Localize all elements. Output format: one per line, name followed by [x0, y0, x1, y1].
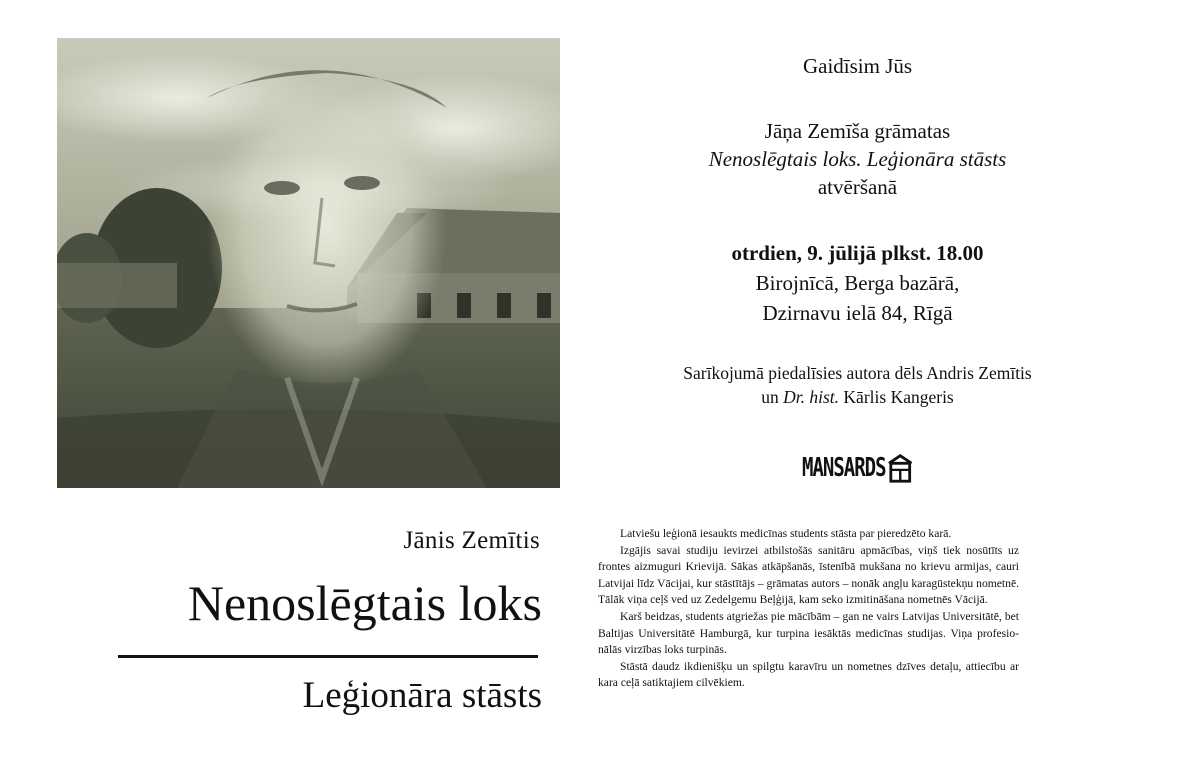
book-author: Jānis Zemītis [403, 527, 540, 554]
book-title: Nenoslēgtais loks [187, 575, 542, 631]
invitation-book-title: Nenoslēgtais loks. Leģionāra stāsts [708, 147, 1007, 171]
event-venue-2: Dzirnavu ielā 84, Rīgā [762, 301, 953, 325]
description-paragraph: Stāstā daudz ikdienišķu un spilgtu karavīru un nometnes dzīves detaļu, attiecību ar kara ceļā satiktajiem cilvēkiem. [598, 659, 1019, 690]
description-paragraph: Karš beidzas, students atgriežas pie mācībām – gan ne vairs Latvijas Universitātē, bet Baltijas Universitātē Hamburgā, kur turpina iesāktās medicīnas studijas. Viņa profesio-nālās virzības loks turpinās. [598, 609, 1019, 657]
book-subtitle: Leģionāra stāsts [302, 675, 542, 716]
description-paragraph: Latviešu leģionā iesaukts medicīnas students stāsta par pieredzēto karā. [620, 527, 952, 540]
event-venue-1: Birojnīcā, Berga bazārā, [755, 271, 960, 295]
event-datetime: otrdien, 9. jūlijā plkst. 18.00 [731, 241, 984, 265]
soldier-portrait-image [57, 38, 560, 488]
guests-name: Kārlis Kangeris [843, 387, 954, 407]
publisher-logo [802, 448, 912, 488]
guests-line-1: Sarīkojumā piedalīsies autora dēls Andris Zemītis [683, 363, 1032, 383]
publisher-logo-text: MANSARDS [802, 453, 886, 483]
guests-line-2 [600, 387, 1115, 408]
invitation-greeting: Gaidīsim Jūs [802, 54, 913, 78]
invitation-line1: Jāņa Zemīša grāmatas [764, 119, 951, 143]
guests-prefix: un [761, 387, 779, 407]
book-description [598, 526, 1019, 692]
cover-photo [57, 38, 560, 488]
description-paragraph: Izgājis savai studiju ievirzei atbilstošās sanitāru apmācības, viņš tiek nosūtīts uz frontes aizmuguri Krievijā. Sākas atkāpšanās, īstenībā mukšana no krievu armijas, cauri Latvijai līdz Vācijai, kur stāstītājs – grāmatas autors – nonāk angļu karagūstekņu nometnē. Tālāk viņa ceļš ved uz Zedelgemu Beļģijā, kam seko izmitināšana nometnēs Vācijā. [598, 543, 1019, 607]
house-icon [888, 453, 912, 483]
title-divider [118, 655, 538, 658]
guests-title: Dr. hist. [783, 387, 840, 407]
invitation-line3: atvēršanā [817, 175, 898, 199]
